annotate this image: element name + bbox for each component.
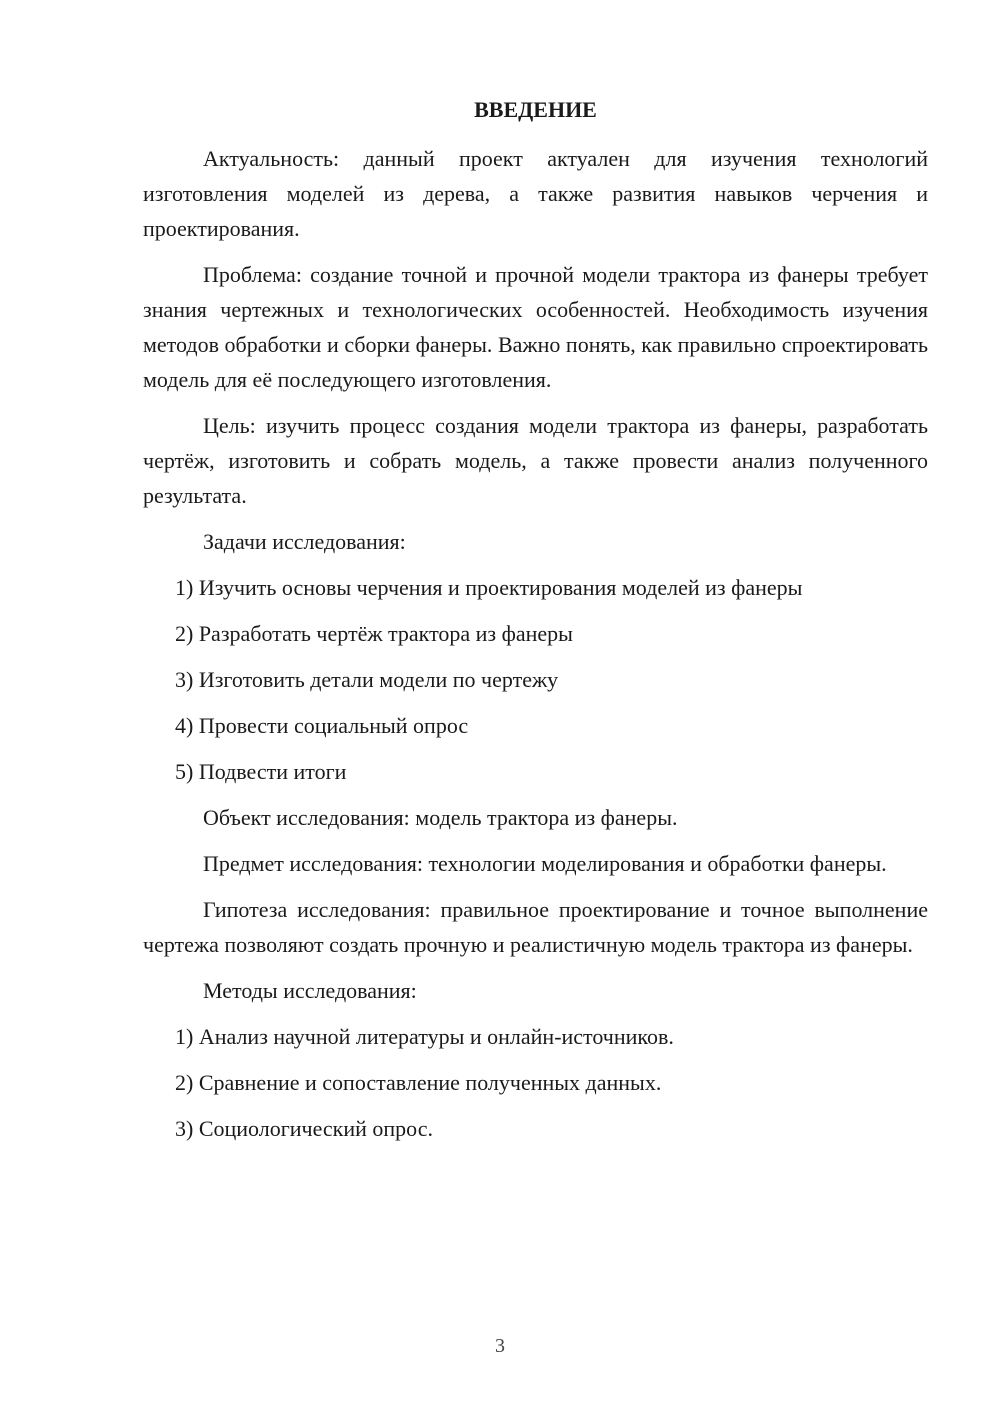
task-item: 1) Изучить основы черчения и проектирования моделей из фанеры: [175, 575, 803, 600]
task-item: 3) Изготовить детали модели по чертежу: [175, 667, 559, 692]
method-item: 3) Социологический опрос.: [175, 1116, 433, 1141]
task-item: 4) Провести социальный опрос: [175, 713, 469, 738]
method-item: 1) Анализ научной литературы и онлайн-источников.: [175, 1024, 674, 1049]
methods-heading: Методы исследования:: [203, 978, 417, 1003]
method-item: 2) Сравнение и сопоставление полученных данных.: [175, 1070, 662, 1095]
methods-list: [143, 1019, 928, 1146]
object-paragraph: Объект исследования: модель трактора из фанеры.: [203, 805, 678, 830]
tasks-heading: Задачи исследования:: [203, 529, 406, 554]
goal-paragraph: Цель: изучить процесс создания модели трактора из фанеры, разработать чертёж, изготовить и собрать модель, а также провести анализ полученного результата.: [143, 413, 928, 508]
hypothesis-paragraph: Гипотеза исследования: правильное проектирование и точное выполнение чертежа позволяют создать прочную и реалистичную модель трактора из фанеры.: [143, 897, 928, 957]
page-number: 3: [495, 1335, 505, 1357]
task-item: 5) Подвести итоги: [175, 759, 347, 784]
subject-paragraph: Предмет исследования: технологии моделирования и обработки фанеры.: [203, 851, 887, 876]
document-body: [143, 92, 928, 1157]
section-title: ВВЕДЕНИЕ: [474, 97, 597, 122]
tasks-list: [143, 570, 928, 789]
task-item: 2) Разработать чертёж трактора из фанеры: [175, 621, 573, 646]
problem-paragraph: Проблема: создание точной и прочной модели трактора из фанеры требует знания чертежных и технологических особенностей. Необходимость изучения методов обработки и сборки фанеры. Важно понять, как правильно спроектировать модель для её последующего изготовления.: [143, 262, 928, 392]
relevance-paragraph: Актуальность: данный проект актуален для изучения технологий изготовления моделей из дерева, а также развития навыков черчения и проектирования.: [143, 146, 928, 241]
